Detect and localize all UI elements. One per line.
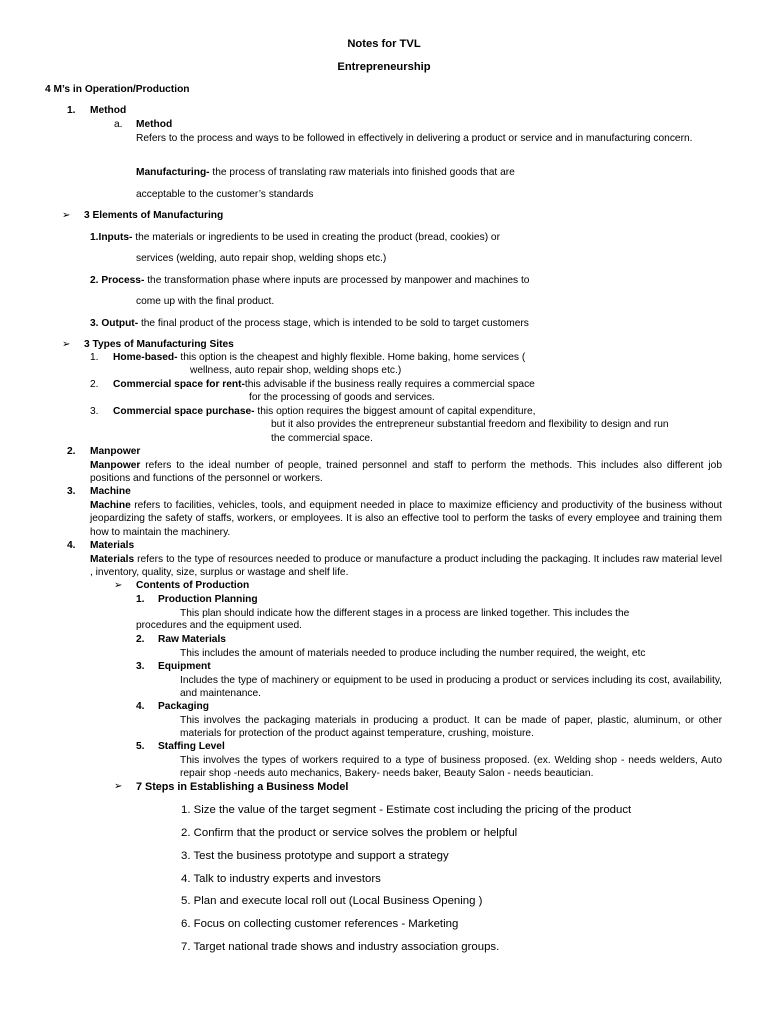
method-heading: Method — [90, 105, 127, 116]
output-item — [90, 319, 529, 329]
content-item-text: This involves the packaging materials in producing a product. It can be made of paper, plastic, aluminum, or other materials for protection of the product against temperature, crushing, moisture. — [180, 715, 722, 740]
list-number: 3. — [136, 661, 145, 672]
list-item: 1. Size the value of the target segment - Estimate cost including the pricing of the product — [181, 804, 632, 816]
document-subtitle: Entrepreneurship — [337, 61, 431, 73]
term: 2. Process- — [90, 275, 145, 286]
term: Manufacturing- — [136, 167, 210, 178]
paragraph-text: refers to the type of resources needed to produce or manufacture a product including the packaging. It includes raw material level , inventory, quality, size, surplus or wastage and shelf life. — [90, 554, 722, 579]
list-item: 7. Target national trade shows and industry association groups. — [181, 941, 500, 953]
definition-text: the process of translating raw materials into finished goods that are — [209, 167, 515, 178]
term: Materials — [90, 554, 135, 565]
manpower-paragraph — [90, 459, 722, 486]
content-item-label: Equipment — [158, 661, 211, 672]
content-item-label: Staffing Level — [158, 741, 225, 752]
manpower-heading: Manpower — [90, 446, 141, 457]
arrow-bullet-icon: ➢ — [62, 339, 71, 350]
term: 3. Output- — [90, 318, 139, 329]
definition-text: the materials or ingredients to be used in creating the product (bread, cookies) or — [132, 232, 500, 243]
method-subheading: Method — [136, 119, 173, 130]
list-letter: a. — [114, 119, 123, 130]
content-item-label: Raw Materials — [158, 634, 226, 645]
method-definition: Refers to the process and ways to be followed in effectively in delivering a product or service and in manufacturing concern. — [136, 133, 693, 144]
process-item-cont: come up with the final product. — [136, 296, 275, 307]
content-item-text: This involves the types of workers required to a type of business proposed. (ex. Welding shop - needs welders, Auto repair shop -needs auto mechanics, Bakery- needs baker, Beauty Salon - needs beautician. — [180, 755, 722, 780]
list-number: 4. — [67, 540, 76, 551]
paragraph-text: refers to the ideal number of people, trained personnel and staff to perform the methods. This includes also different job positions and functions of the personnel or workers. — [90, 460, 722, 485]
content-item-text: This includes the amount of materials needed to produce including the number required, the weight, etc — [180, 648, 646, 659]
definition-text: the final product of the process stage, which is intended to be sold to target customers — [138, 318, 529, 329]
manufacturing-definition — [136, 168, 515, 178]
materials-paragraph — [90, 553, 722, 580]
process-item — [90, 276, 529, 286]
list-number: 1. — [90, 352, 99, 363]
steps-heading: 7 Steps in Establishing a Business Model — [136, 781, 349, 793]
site-item-cont: the commercial space. — [271, 433, 373, 444]
section-heading-4m: 4 M’s in Operation/Production — [45, 84, 190, 95]
term: 1.Inputs- — [90, 232, 133, 243]
list-number: 1. — [136, 594, 145, 605]
definition-text: the transformation phase where inputs are processed by manpower and machines to — [144, 275, 530, 286]
term: Commercial space purchase- — [113, 406, 255, 417]
site-item — [113, 380, 535, 390]
sites-heading: 3 Types of Manufacturing Sites — [84, 339, 234, 350]
list-number: 5. — [136, 741, 145, 752]
site-item-cont: but it also provides the entrepreneur substantial freedom and flexibility to design and run — [271, 419, 669, 430]
list-number: 2. — [67, 446, 76, 457]
list-item: 3. Test the business prototype and support a strategy — [181, 850, 449, 862]
arrow-bullet-icon: ➢ — [62, 210, 71, 221]
definition-text: this option requires the biggest amount of capital expenditure, — [254, 406, 536, 417]
list-number: 4. — [136, 701, 145, 712]
list-number: 2. — [136, 634, 145, 645]
list-item: 4. Talk to industry experts and investors — [181, 873, 381, 885]
content-item-label: Production Planning — [158, 594, 258, 605]
list-number: 2. — [90, 379, 99, 390]
arrow-bullet-icon: ➢ — [114, 580, 123, 591]
list-number: 3. — [67, 486, 76, 497]
elements-heading: 3 Elements of Manufacturing — [84, 210, 224, 221]
site-item — [113, 353, 525, 363]
list-item: 2. Confirm that the product or service solves the problem or helpful — [181, 827, 518, 839]
content-item-label: Packaging — [158, 701, 209, 712]
list-item: 5. Plan and execute local roll out (Local Business Opening ) — [181, 895, 483, 907]
list-number: 3. — [90, 406, 99, 417]
site-item-cont: wellness, auto repair shop, welding shops etc.) — [190, 365, 402, 376]
paragraph-text: refers to facilities, vehicles, tools, and equipment needed in place to maximize efficiency and productivity of the business without jeopardizing the safety of staffs, workers, or employees. It is also an effective tool to perform the tasks of every employee and training them how to maintain the machinery. — [90, 500, 722, 538]
term: Commercial space for rent- — [113, 379, 245, 390]
machine-heading: Machine — [90, 486, 131, 497]
machine-paragraph — [90, 499, 722, 539]
inputs-item — [90, 233, 500, 243]
contents-heading: Contents of Production — [136, 580, 250, 591]
term: Manpower — [90, 460, 141, 471]
definition-text: this advisable if the business really requires a commercial space — [244, 379, 535, 390]
arrow-bullet-icon: ➢ — [114, 781, 123, 792]
list-item: 6. Focus on collecting customer references - Marketing — [181, 918, 459, 930]
site-item-cont: for the processing of goods and services. — [249, 392, 435, 403]
document-title: Notes for TVL — [347, 38, 421, 50]
materials-heading: Materials — [90, 540, 135, 551]
term: Machine — [90, 500, 131, 511]
list-number: 1. — [67, 105, 76, 116]
definition-text: this option is the cheapest and highly flexible. Home baking, home services ( — [177, 352, 526, 363]
term: Home-based- — [113, 352, 178, 363]
inputs-item-cont: services (welding, auto repair shop, welding shops etc.) — [136, 253, 387, 264]
content-item-text: Includes the type of machinery or equipment to be used in producing a product or services including its cost, availability, and maintenance. — [180, 675, 722, 700]
content-item-text-cont: procedures and the equipment used. — [136, 620, 302, 631]
manufacturing-definition-cont: acceptable to the customer’s standards — [136, 189, 314, 200]
content-item-text: This plan should indicate how the different stages in a process are linked together. This includes the — [180, 608, 630, 619]
site-item — [113, 407, 535, 417]
